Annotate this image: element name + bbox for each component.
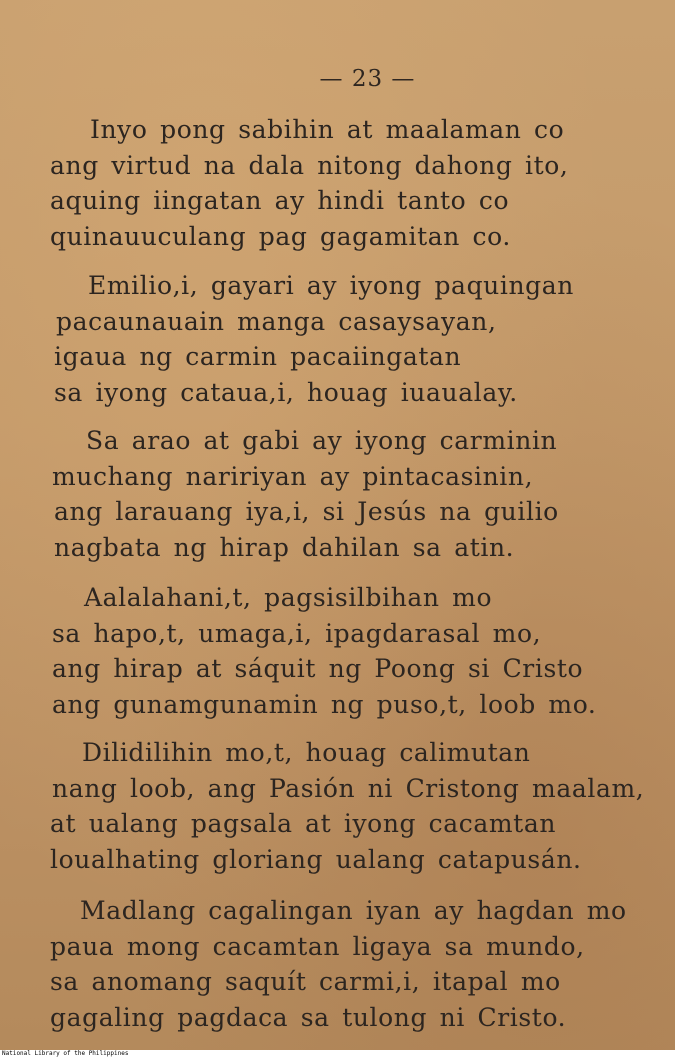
verse-line: Dilidilihin mo,t, houag calimutan (82, 738, 531, 767)
verse-line: nagbata ng hirap dahilan sa atin. (54, 532, 515, 562)
verse-line: quinauuculang pag gagamitan co. (50, 221, 511, 251)
verse-line: ang hirap at sáquit ng Poong si Cristo (52, 654, 584, 683)
verse-line: muchang naririyan ay pintacasinin, (52, 461, 534, 491)
verse-line: at ualang pagsala at iyong cacamtan (50, 809, 557, 838)
verse-line: pacaunauain manga casaysayan, (56, 306, 497, 336)
verse-line: Madlang cagalingan iyan ay hagdan mo (80, 896, 627, 925)
verse-line: Emilio,i, gayari ay iyong paquingan (88, 271, 574, 300)
verse-line: ang virtud na dala nitong dahong ito, (50, 150, 569, 180)
verse-line: gagaling pagdaca sa tulong ni Cristo. (50, 1002, 567, 1032)
verse-line: nang loob, ang Pasión ni Cristong maalam, (52, 773, 645, 803)
verse-line: aquing iingatan ay hindi tanto co (50, 186, 510, 215)
verse-line: sa anomang saquít carmi,i, itapal mo (50, 967, 561, 996)
verse-line: ang gunamgunamin ng puso,t, loob mo. (52, 689, 597, 719)
stanza-5 (50, 735, 660, 877)
stanza-4 (50, 580, 660, 722)
stanza-6 (50, 893, 660, 1035)
verse-line: loualhating gloriang ualang catapusán. (50, 844, 582, 874)
verse-line: Aalalahani,t, pagsisilbihan mo (84, 583, 493, 612)
verse-line: sa hapo,t, umaga,i, ipagdarasal mo, (52, 618, 542, 648)
library-credit: National Library of the Philippines (2, 1050, 129, 1057)
verse-line: Sa arao at gabi ay iyong carminin (86, 426, 558, 455)
stanza-1 (50, 112, 660, 254)
verse-line: sa iyong cataua,i, houag iuaualay. (54, 377, 518, 407)
verse-line: Inyo pong sabihin at maalaman co (90, 115, 565, 144)
verse-line: igaua ng carmin pacaiingatan (54, 342, 462, 371)
page-number: — 23 — (319, 66, 416, 92)
stanza-3 (50, 423, 660, 565)
verse-line: paua mong cacamtan ligaya sa mundo, (50, 931, 585, 961)
stanza-2 (50, 268, 660, 410)
verse-line: ang larauang iya,i, si Jesús na guilio (54, 497, 559, 526)
